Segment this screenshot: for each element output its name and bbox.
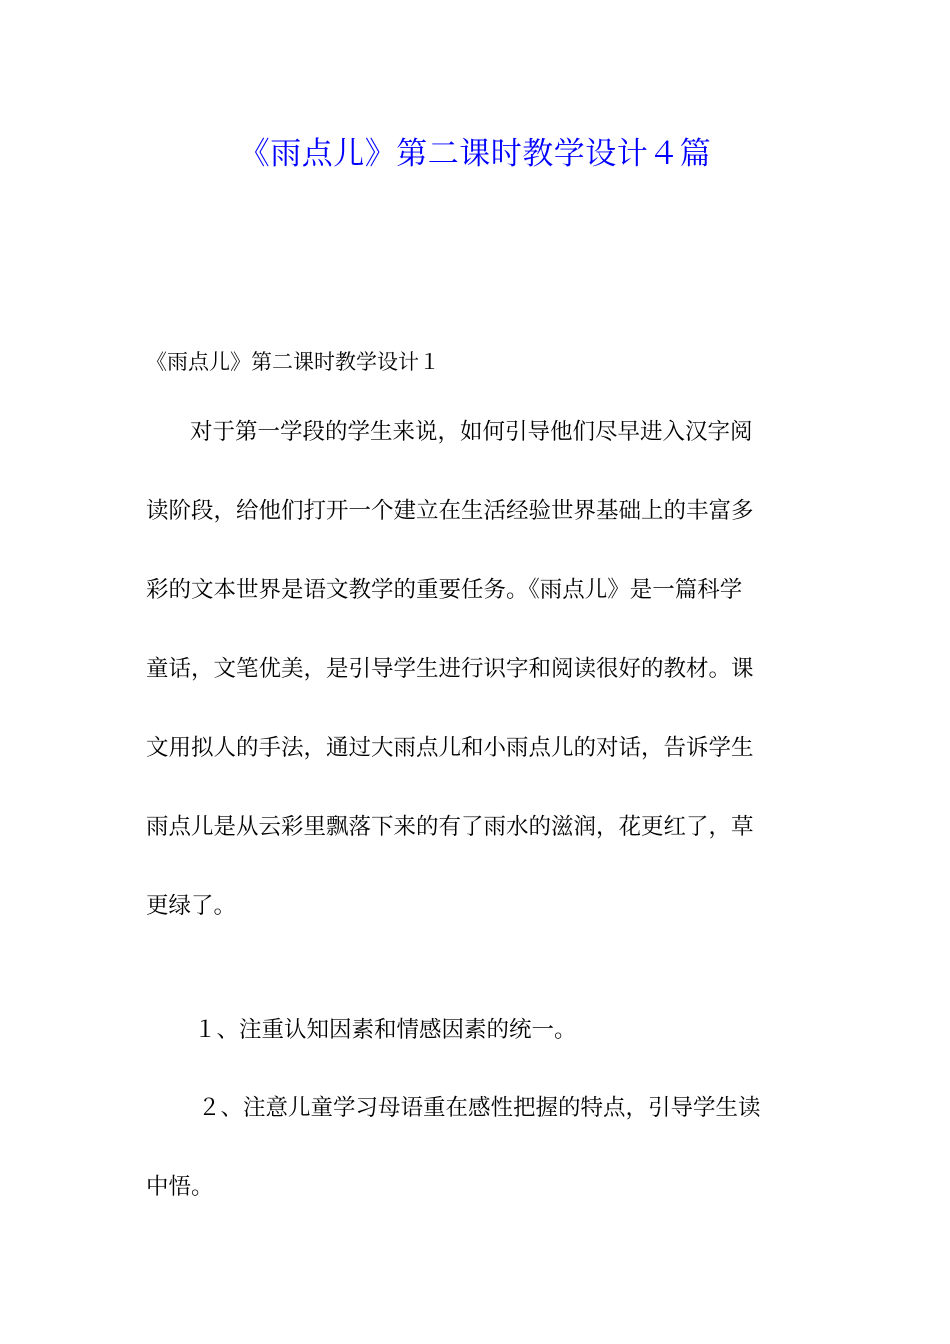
- paragraph-line: 读阶段，给他们打开一个建立在生活经验世界基础上的丰富多: [146, 498, 754, 524]
- list-item-1: １、注重认知因素和情感因素的统一。: [194, 1017, 577, 1043]
- paragraph-line: 对于第一学段的学生来说，如何引导他们尽早进入汉字阅: [190, 419, 753, 445]
- section-title: 《雨点儿》第二课时教学设计１: [146, 350, 440, 374]
- paragraph-line: 彩的文本世界是语文教学的重要任务。《雨点儿》是一篇科学: [146, 577, 743, 603]
- paragraph-line: 童话，文笔优美，是引导学生进行识字和阅读很好的教材。课: [146, 656, 754, 682]
- document-title: 《雨点儿》第二课时教学设计４篇: [238, 136, 712, 172]
- list-item-line: 中悟。: [146, 1174, 214, 1200]
- paragraph-line: 雨点儿是从云彩里飘落下来的有了雨水的滋润，花更红了，草: [146, 814, 754, 840]
- paragraph-line: 文用拟人的手法，通过大雨点儿和小雨点儿的对话，告诉学生: [146, 735, 754, 761]
- paragraph-line: 更绿了。: [146, 893, 237, 919]
- list-item-line: ２、注意儿童学习母语重在感性把握的特点，引导学生读: [198, 1095, 761, 1121]
- intro-paragraph: [146, 414, 806, 967]
- list-item-2: [146, 1090, 761, 1205]
